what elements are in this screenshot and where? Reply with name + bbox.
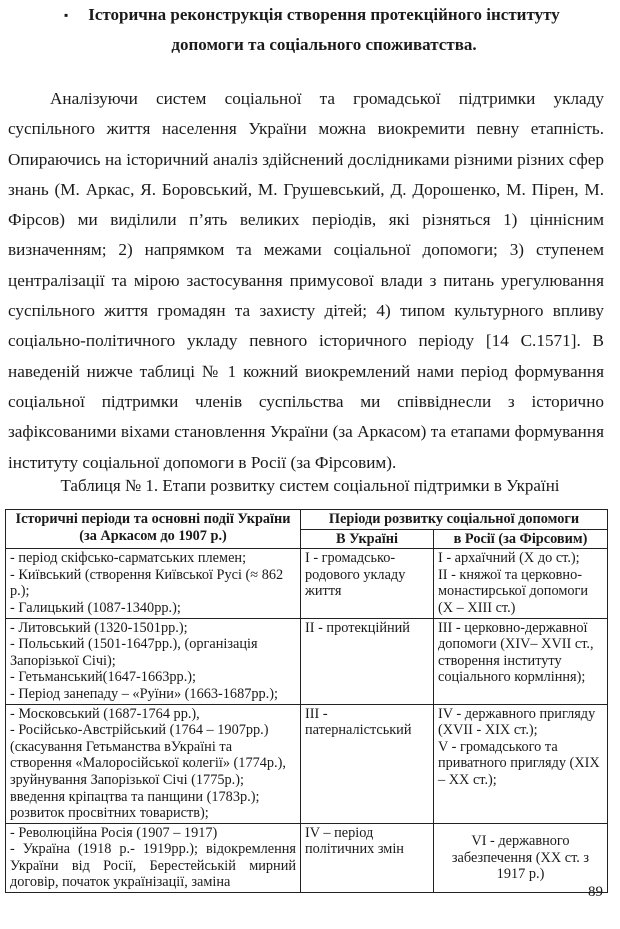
table-caption: Таблиця № 1. Етапи розвитку систем соціальної підтримки в Україні: [60, 476, 560, 495]
heading-line-1: Історична реконструкція створення протекційного інституту: [88, 5, 560, 24]
russia-period-cell: [434, 549, 608, 618]
events-cell: [6, 549, 301, 618]
event-item: - Революційна Росія (1907 – 1917): [10, 824, 218, 841]
ukraine-period-cell: II - протекційний: [301, 618, 434, 704]
header-social-aid-periods: Періоди розвитку соціальної допомоги: [301, 510, 608, 530]
russia-period-cell: [434, 704, 608, 823]
russia-period-cell: [434, 823, 608, 892]
ukraine-period-cell: IV – період політичних змін: [301, 823, 434, 892]
table-row: [6, 618, 608, 704]
russia-period-item: VI - державного забезпечення (XX ст. з 1917 р.): [451, 832, 590, 883]
table-row: [6, 549, 608, 618]
bullet-icon: ▪: [64, 8, 69, 22]
russia-period-item: II - княжої та церковно-монастирської допомоги (X – XIII ст.): [438, 566, 589, 616]
event-item: - Литовський (1320-1501рр.);: [10, 619, 188, 636]
body-paragraph: Аналізуючи систем соціальної та громадської підтримки укладу суспільного життя населення України можна виокремити певну етапність. Опираючись на історичний аналіз здійснений дослідниками різними різних сфер знань (М. Аркас, Я. Боровський, М. Грушевський, Д. Дорошенко, М. Пірен, М. Фірсов) ми виділили п’ять великих періодів, які різняться 1) ціннісним визначенням; 2) напрямком та межами соціальної допомоги; 3) ступенем централізації та мірою застосування примусової влади з питань урегулювання суспільного життя громадян та захисту дітей; 4) типом культурного впливу соціально-політичного укладу певного історичного періоду [14 С.1571]. В наведеній нижче таблиці № 1 кожний виокремлений нами період формування соціальної підтримки членів суспільства ми співвіднесли з історично зафіксованими віхами становлення України (за Аркасом) та етапами формування інституту соціальної допомоги в Росії (за Фірсовим).: [8, 89, 604, 472]
event-item: - Україна (1918 р.- 1919рр.); відокремлення України від Росії, Берестейській мирний договір, початок українізації, заміна: [10, 841, 296, 891]
event-item: - Московський (1687-1764 рр.),: [10, 705, 200, 722]
page-number: 89: [588, 884, 603, 900]
heading-line-2: допомоги та соціального споживатства.: [171, 35, 477, 54]
russia-period-item: V - громадського та приватного пригляду (XIX – XX ст.);: [438, 738, 600, 788]
event-item: - Період занепаду – «Руїни» (1663-1687рр.);: [10, 685, 278, 702]
event-item: - період скіфсько-сарматських племен;: [10, 550, 247, 567]
event-item: - Гетьманський(1647-1663рр.);: [10, 669, 196, 686]
event-item: - Галицький (1087-1340рр.);: [10, 599, 181, 616]
ukraine-period-cell: III - патерналістський: [301, 704, 434, 823]
event-item: - Київський (створення Київської Русі (≈ 862 р.);: [10, 566, 284, 600]
event-item: - Російсько-Австрійський (1764 – 1907рр.) (скасування Гетьманства вУкраїні та створення «Малоросійської колегії» (1774р.), зруйнування Запорізької Січі (1775р.); введення кріпацтва та панщини (1783р.); розвиток просвітних товариств);: [10, 722, 286, 822]
periods-table: [5, 509, 608, 893]
header-russia: в Росії (за Фірсовим): [434, 529, 608, 549]
ukraine-period-cell: I - громадсько-родового укладу життя: [301, 549, 434, 618]
table-row: [6, 704, 608, 823]
event-item: - Польський (1501-1647рр.), (організація Запорізької Січі);: [10, 636, 258, 669]
table-row: [6, 823, 608, 892]
header-historical-periods: Історичні періоди та основні події України (за Аркасом до 1907 р.): [6, 510, 301, 549]
events-cell: [6, 618, 301, 704]
events-cell: [6, 823, 301, 892]
header-ukraine: В Україні: [301, 529, 434, 549]
russia-period-cell: [434, 618, 608, 704]
russia-period-item: I - архаїчний (X до ст.);: [438, 550, 580, 567]
russia-period-item: IV - державного пригляду (XVII - XIX ст.);: [438, 705, 596, 739]
russia-period-item: III - церковно-державної допомоги (XIV– XVII ст., створення інституту соціального кормління);: [438, 619, 594, 686]
section-heading: [64, 0, 584, 60]
table-header-row: [6, 510, 608, 530]
events-cell: [6, 704, 301, 823]
